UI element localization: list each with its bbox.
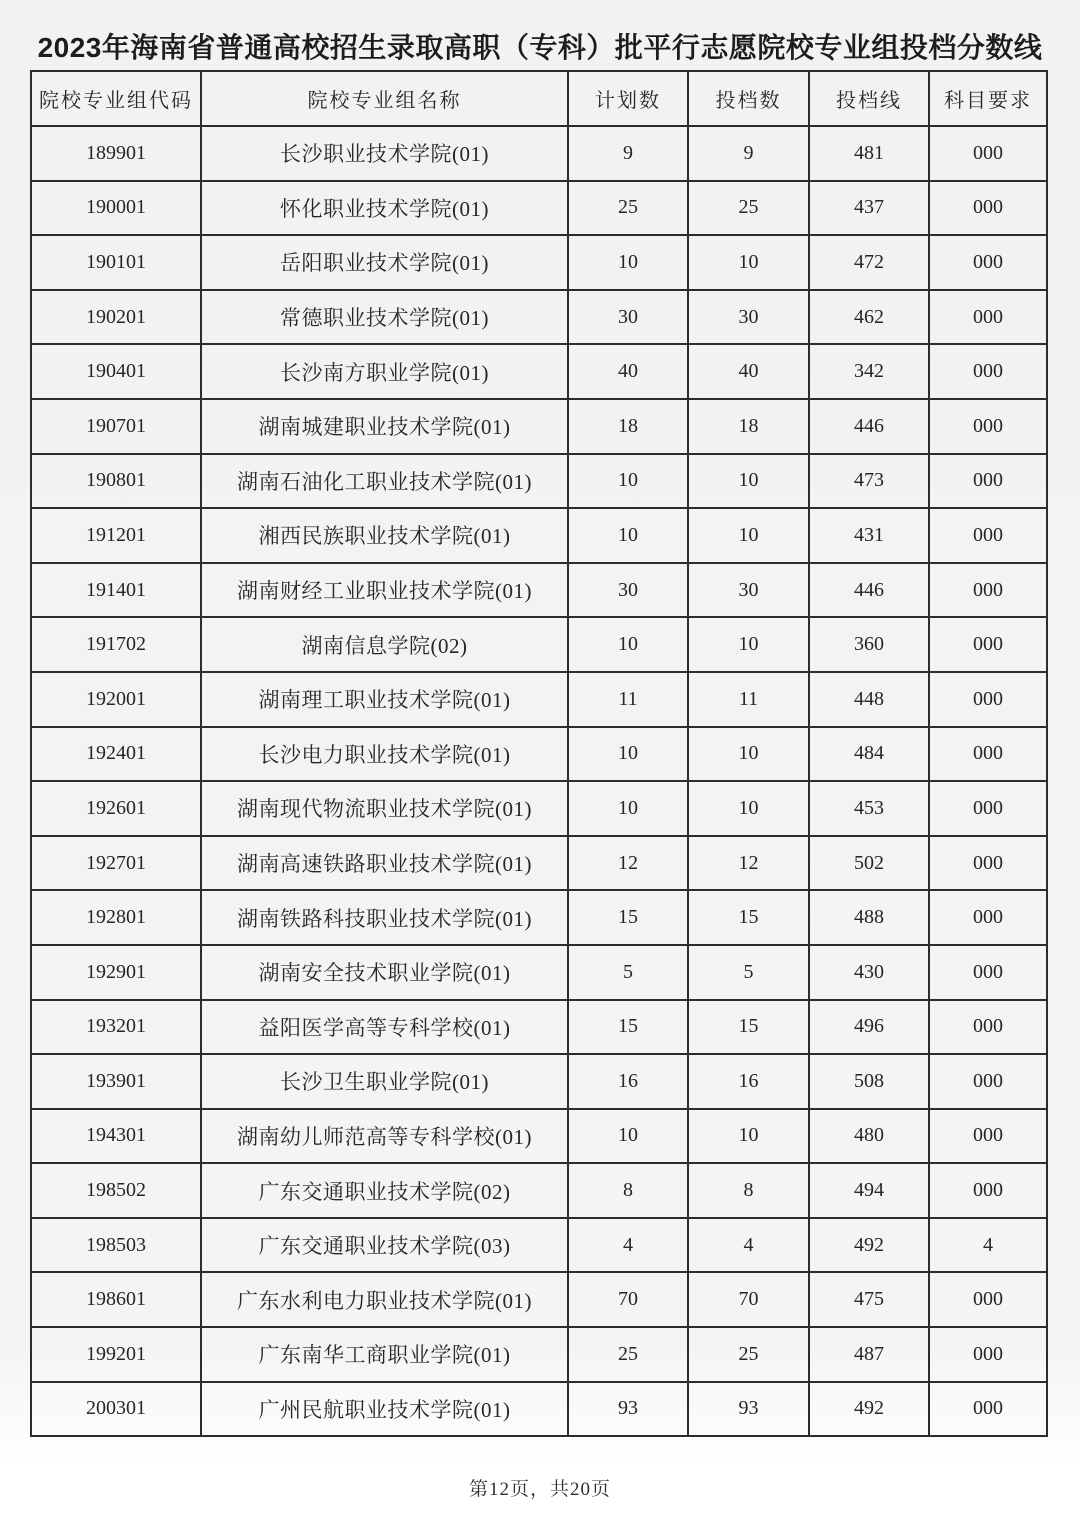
score-table (30, 70, 1048, 1437)
table-row (31, 1272, 1047, 1327)
cell-plan-count: 10 (568, 781, 688, 836)
cell-filed-count: 16 (688, 1054, 809, 1109)
cell-plan-count: 10 (568, 1109, 688, 1164)
table-row (31, 399, 1047, 454)
cell-score-line: 437 (809, 181, 929, 236)
header-group-code: 院校专业组代码 (31, 71, 201, 126)
cell-filed-count: 11 (688, 672, 809, 727)
cell-filed-count: 30 (688, 290, 809, 345)
cell-group-code: 190401 (31, 344, 201, 399)
cell-subject-req: 000 (929, 181, 1047, 236)
cell-group-name: 广东南华工商职业学院(01) (201, 1327, 568, 1382)
table-row (31, 508, 1047, 563)
table-row (31, 890, 1047, 945)
cell-group-name: 长沙职业技术学院(01) (201, 126, 568, 181)
cell-plan-count: 70 (568, 1272, 688, 1327)
cell-group-name: 湖南城建职业技术学院(01) (201, 399, 568, 454)
table-row (31, 1218, 1047, 1273)
header-filed-count: 投档数 (688, 71, 809, 126)
cell-plan-count: 40 (568, 344, 688, 399)
cell-subject-req: 000 (929, 1327, 1047, 1382)
cell-plan-count: 25 (568, 181, 688, 236)
cell-group-name: 长沙电力职业技术学院(01) (201, 727, 568, 782)
cell-filed-count: 15 (688, 890, 809, 945)
cell-filed-count: 9 (688, 126, 809, 181)
cell-subject-req: 000 (929, 1054, 1047, 1109)
page-title: 2023年海南省普通高校招生录取高职（专科）批平行志愿院校专业组投档分数线 (37, 32, 1043, 63)
cell-score-line: 475 (809, 1272, 929, 1327)
table-row (31, 563, 1047, 618)
cell-group-code: 193901 (31, 1054, 201, 1109)
cell-group-code: 190201 (31, 290, 201, 345)
cell-plan-count: 5 (568, 945, 688, 1000)
cell-filed-count: 10 (688, 454, 809, 509)
cell-group-code: 194301 (31, 1109, 201, 1164)
cell-group-name: 湖南安全技术职业学院(01) (201, 945, 568, 1000)
cell-score-line: 488 (809, 890, 929, 945)
cell-filed-count: 15 (688, 1000, 809, 1055)
page-number: 第12页，共20页 (468, 1479, 611, 1500)
cell-subject-req: 000 (929, 672, 1047, 727)
table-row (31, 235, 1047, 290)
cell-filed-count: 8 (688, 1163, 809, 1218)
cell-group-name: 湖南信息学院(02) (201, 617, 568, 672)
cell-plan-count: 30 (568, 290, 688, 345)
table-row (31, 1163, 1047, 1218)
cell-group-code: 199201 (31, 1327, 201, 1382)
cell-group-name: 湖南财经工业职业技术学院(01) (201, 563, 568, 618)
cell-plan-count: 10 (568, 508, 688, 563)
cell-score-line: 481 (809, 126, 929, 181)
cell-filed-count: 10 (688, 727, 809, 782)
cell-plan-count: 15 (568, 1000, 688, 1055)
cell-group-code: 192601 (31, 781, 201, 836)
cell-score-line: 496 (809, 1000, 929, 1055)
table-row (31, 727, 1047, 782)
cell-score-line: 492 (809, 1218, 929, 1273)
cell-group-name: 岳阳职业技术学院(01) (201, 235, 568, 290)
cell-group-name: 长沙卫生职业学院(01) (201, 1054, 568, 1109)
cell-group-name: 湖南理工职业技术学院(01) (201, 672, 568, 727)
cell-subject-req: 000 (929, 781, 1047, 836)
cell-subject-req: 000 (929, 126, 1047, 181)
cell-subject-req: 000 (929, 1163, 1047, 1218)
cell-score-line: 446 (809, 563, 929, 618)
cell-score-line: 431 (809, 508, 929, 563)
cell-group-name: 常德职业技术学院(01) (201, 290, 568, 345)
cell-plan-count: 18 (568, 399, 688, 454)
cell-score-line: 494 (809, 1163, 929, 1218)
cell-plan-count: 4 (568, 1218, 688, 1273)
cell-filed-count: 10 (688, 235, 809, 290)
cell-score-line: 342 (809, 344, 929, 399)
cell-group-code: 190801 (31, 454, 201, 509)
cell-subject-req: 000 (929, 890, 1047, 945)
cell-plan-count: 10 (568, 235, 688, 290)
header-group-name: 院校专业组名称 (201, 71, 568, 126)
cell-group-name: 湘西民族职业技术学院(01) (201, 508, 568, 563)
cell-group-name: 怀化职业技术学院(01) (201, 181, 568, 236)
cell-group-code: 200301 (31, 1382, 201, 1437)
cell-score-line: 502 (809, 836, 929, 891)
table-row (31, 181, 1047, 236)
table-row (31, 290, 1047, 345)
cell-plan-count: 15 (568, 890, 688, 945)
cell-subject-req: 000 (929, 290, 1047, 345)
cell-subject-req: 000 (929, 617, 1047, 672)
cell-score-line: 480 (809, 1109, 929, 1164)
cell-group-name: 湖南现代物流职业技术学院(01) (201, 781, 568, 836)
cell-group-code: 191702 (31, 617, 201, 672)
table-row (31, 781, 1047, 836)
cell-plan-count: 10 (568, 617, 688, 672)
cell-score-line: 508 (809, 1054, 929, 1109)
cell-group-code: 193201 (31, 1000, 201, 1055)
table-row (31, 1054, 1047, 1109)
cell-subject-req: 000 (929, 454, 1047, 509)
header-plan-count: 计划数 (568, 71, 688, 126)
cell-plan-count: 30 (568, 563, 688, 618)
cell-group-code: 192001 (31, 672, 201, 727)
cell-group-code: 190101 (31, 235, 201, 290)
cell-group-name: 益阳医学高等专科学校(01) (201, 1000, 568, 1055)
cell-subject-req: 000 (929, 1000, 1047, 1055)
cell-group-name: 湖南石油化工职业技术学院(01) (201, 454, 568, 509)
cell-subject-req: 000 (929, 399, 1047, 454)
cell-subject-req: 000 (929, 1109, 1047, 1164)
cell-group-code: 192901 (31, 945, 201, 1000)
cell-filed-count: 5 (688, 945, 809, 1000)
cell-group-name: 长沙南方职业学院(01) (201, 344, 568, 399)
cell-score-line: 430 (809, 945, 929, 1000)
header-score-line: 投档线 (809, 71, 929, 126)
cell-group-code: 192701 (31, 836, 201, 891)
cell-plan-count: 16 (568, 1054, 688, 1109)
cell-group-code: 191201 (31, 508, 201, 563)
table-row (31, 945, 1047, 1000)
cell-plan-count: 12 (568, 836, 688, 891)
cell-plan-count: 9 (568, 126, 688, 181)
cell-filed-count: 10 (688, 781, 809, 836)
cell-score-line: 492 (809, 1382, 929, 1437)
table-row (31, 454, 1047, 509)
table-row (31, 1109, 1047, 1164)
cell-subject-req: 000 (929, 836, 1047, 891)
cell-group-code: 198601 (31, 1272, 201, 1327)
cell-group-code: 198503 (31, 1218, 201, 1273)
table-row (31, 344, 1047, 399)
cell-filed-count: 40 (688, 344, 809, 399)
cell-score-line: 462 (809, 290, 929, 345)
cell-score-line: 473 (809, 454, 929, 509)
cell-filed-count: 70 (688, 1272, 809, 1327)
cell-filed-count: 12 (688, 836, 809, 891)
header-subject-req: 科目要求 (929, 71, 1047, 126)
cell-group-name: 湖南幼儿师范高等专科学校(01) (201, 1109, 568, 1164)
cell-score-line: 448 (809, 672, 929, 727)
cell-filed-count: 25 (688, 181, 809, 236)
cell-group-code: 191401 (31, 563, 201, 618)
cell-subject-req: 000 (929, 945, 1047, 1000)
cell-filed-count: 10 (688, 508, 809, 563)
cell-group-code: 192801 (31, 890, 201, 945)
cell-group-name: 广东交通职业技术学院(03) (201, 1218, 568, 1273)
cell-plan-count: 8 (568, 1163, 688, 1218)
cell-score-line: 453 (809, 781, 929, 836)
table-body (31, 126, 1047, 1436)
table-row (31, 672, 1047, 727)
cell-plan-count: 93 (568, 1382, 688, 1437)
cell-subject-req: 4 (929, 1218, 1047, 1273)
cell-plan-count: 10 (568, 454, 688, 509)
cell-filed-count: 30 (688, 563, 809, 618)
cell-group-code: 198502 (31, 1163, 201, 1218)
cell-plan-count: 25 (568, 1327, 688, 1382)
table-row (31, 126, 1047, 181)
cell-filed-count: 18 (688, 399, 809, 454)
cell-group-name: 湖南高速铁路职业技术学院(01) (201, 836, 568, 891)
cell-group-name: 广州民航职业技术学院(01) (201, 1382, 568, 1437)
cell-score-line: 487 (809, 1327, 929, 1382)
cell-score-line: 446 (809, 399, 929, 454)
table-row (31, 617, 1047, 672)
cell-subject-req: 000 (929, 727, 1047, 782)
cell-filed-count: 93 (688, 1382, 809, 1437)
cell-subject-req: 000 (929, 1382, 1047, 1437)
cell-group-code: 189901 (31, 126, 201, 181)
cell-subject-req: 000 (929, 563, 1047, 618)
cell-group-name: 广东水利电力职业技术学院(01) (201, 1272, 568, 1327)
cell-filed-count: 25 (688, 1327, 809, 1382)
table-row (31, 1327, 1047, 1382)
table-row (31, 836, 1047, 891)
cell-subject-req: 000 (929, 344, 1047, 399)
cell-plan-count: 10 (568, 727, 688, 782)
cell-filed-count: 4 (688, 1218, 809, 1273)
cell-score-line: 484 (809, 727, 929, 782)
cell-group-code: 190701 (31, 399, 201, 454)
cell-group-name: 广东交通职业技术学院(02) (201, 1163, 568, 1218)
cell-group-name: 湖南铁路科技职业技术学院(01) (201, 890, 568, 945)
table-row (31, 1000, 1047, 1055)
cell-subject-req: 000 (929, 1272, 1047, 1327)
cell-subject-req: 000 (929, 508, 1047, 563)
cell-subject-req: 000 (929, 235, 1047, 290)
cell-filed-count: 10 (688, 617, 809, 672)
cell-score-line: 360 (809, 617, 929, 672)
table-row (31, 1382, 1047, 1437)
cell-score-line: 472 (809, 235, 929, 290)
cell-plan-count: 11 (568, 672, 688, 727)
cell-group-code: 190001 (31, 181, 201, 236)
table-header-row (31, 71, 1047, 126)
cell-filed-count: 10 (688, 1109, 809, 1164)
cell-group-code: 192401 (31, 727, 201, 782)
